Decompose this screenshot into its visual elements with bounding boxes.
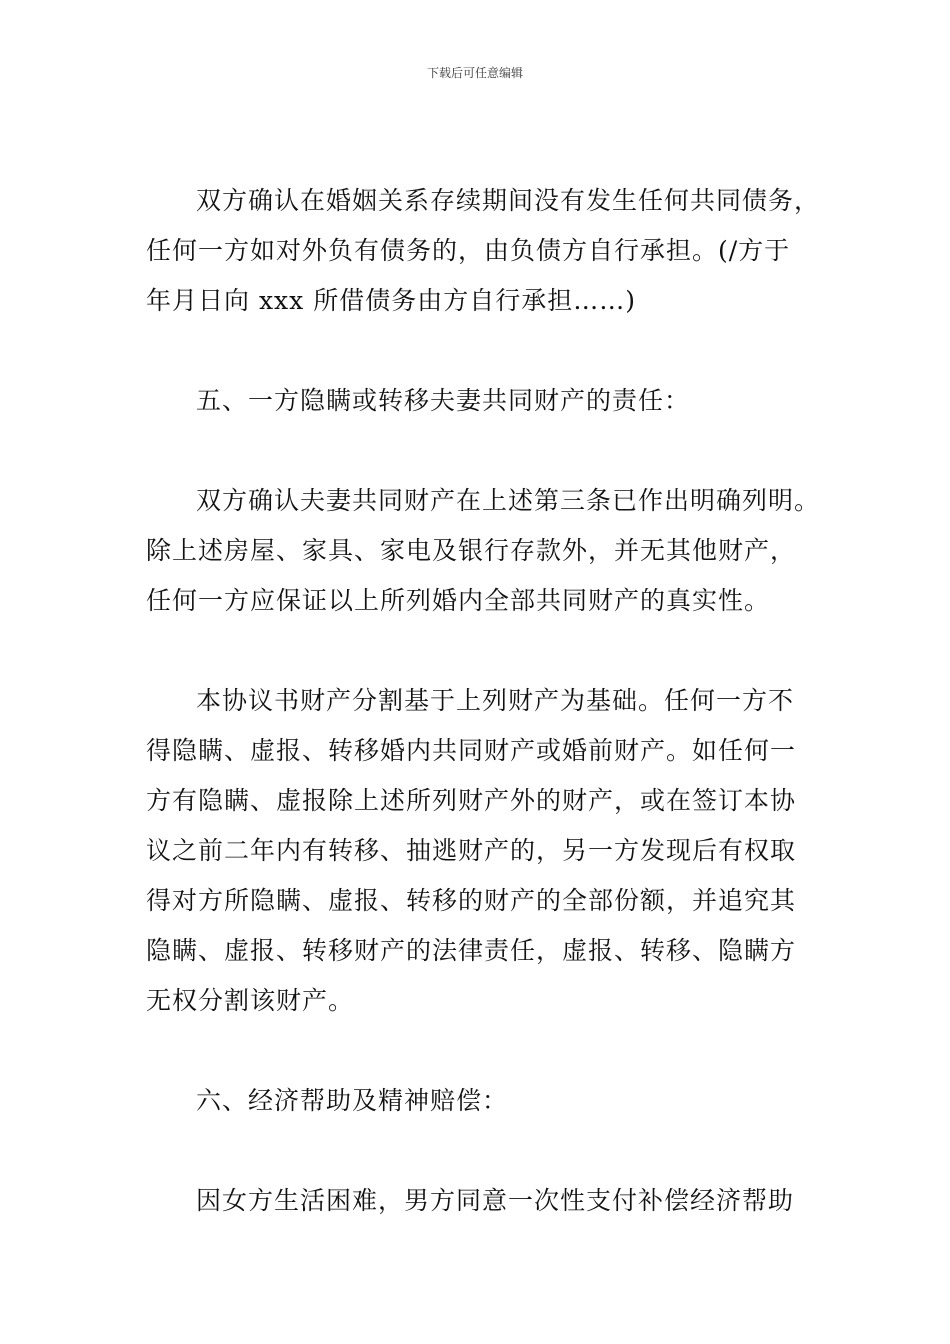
paragraph-economic-help: [146, 1176, 826, 1226]
document-body: [146, 176, 826, 1226]
text-line: 得隐瞒、虚报、转移婚内共同财产或婚前财产。如任何一: [146, 736, 797, 765]
text-line: 除上述房屋、家具、家电及银行存款外，并无其他财产，: [146, 536, 797, 565]
paragraph-gap: [146, 426, 826, 476]
text-line: 议之前二年内有转移、抽逃财产的，另一方发现后有权取: [146, 836, 797, 865]
page-header: 下载后可任意编辑: [426, 66, 523, 80]
text-line: 方有隐瞒、虚报除上述所列财产外的财产，或在签订本协: [146, 786, 797, 815]
paragraph-property-confirmation: [146, 476, 826, 626]
text-line: 双方确认夫妻共同财产在上述第三条已作出明确列明。: [196, 486, 821, 515]
text-line: 无权分割该财产。: [146, 986, 355, 1015]
paragraph-gap: [146, 326, 826, 376]
section-heading-5: 五、一方隐瞒或转移夫妻共同财产的责任：: [196, 386, 691, 415]
text-line: 任何一方如对外负有债务的，由负债方自行承担。(/方于: [146, 236, 791, 265]
text-line: 隐瞒、虚报、转移财产的法律责任，虚报、转移、隐瞒方: [146, 936, 797, 965]
text-line: 本协议书财产分割基于上列财产为基础。任何一方不: [196, 686, 795, 715]
text-line: 双方确认在婚姻关系存续期间没有发生任何共同债务，: [196, 186, 821, 215]
paragraph-gap: [146, 1126, 826, 1176]
text-line: 得对方所隐瞒、虚报、转移的财产的全部份额，并追究其: [146, 886, 797, 915]
paragraph-gap: [146, 626, 826, 676]
paragraph-debts: [146, 176, 826, 326]
text-line: 年月日向 xxx 所借债务由方自行承担……): [146, 286, 636, 315]
text-line: 因女方生活困难，男方同意一次性支付补偿经济帮助: [196, 1186, 795, 1215]
text-line: 任何一方应保证以上所列婚内全部共同财产的真实性。: [146, 586, 771, 615]
paragraph-concealment-liability: [146, 676, 826, 1026]
paragraph-gap: [146, 1026, 826, 1076]
section-heading-6: 六、经济帮助及精神赔偿：: [196, 1086, 509, 1115]
